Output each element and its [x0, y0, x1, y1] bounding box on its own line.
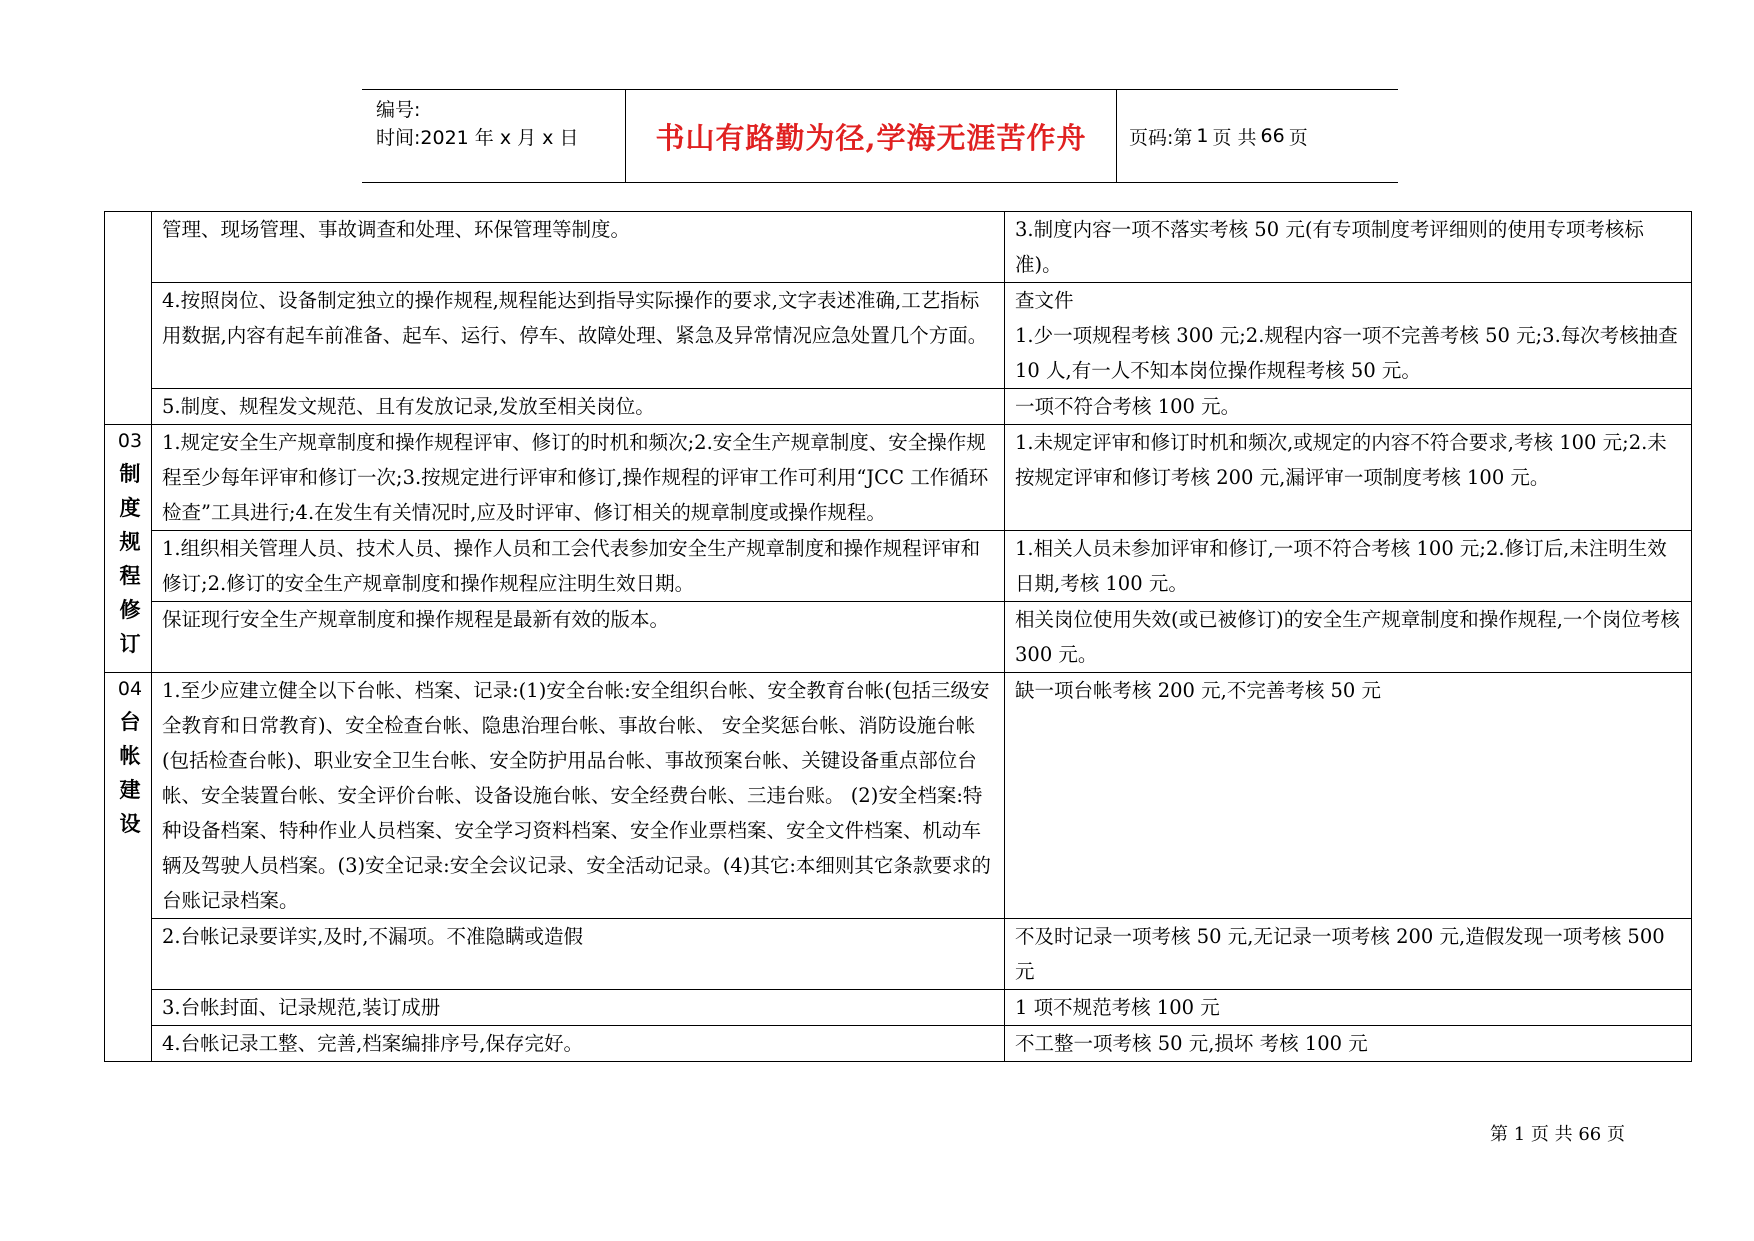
- standard-cell: 1 项不规范考核 100 元: [1005, 990, 1692, 1026]
- standard-cell: 3.制度内容一项不落实考核 50 元(有专项制度考评细则的使用专项考核标准)。: [1005, 212, 1692, 283]
- section-name: 台帐建设: [119, 710, 141, 836]
- requirement-cell: 1.组织相关管理人员、技术人员、操作人员和工会代表参加安全生产规章制度和操作规程评审和修订;2.修订的安全生产规章制度和操作规程应注明生效日期。: [152, 531, 1005, 602]
- section-code: 04: [117, 678, 143, 700]
- header-page-info: [1117, 90, 1398, 182]
- table-row: [105, 602, 1692, 673]
- requirement-cell: 5.制度、规程发文规范、且有发放记录,发放至相关岗位。: [152, 389, 1005, 425]
- standard-cell: 相关岗位使用失效(或已被修订)的安全生产规章制度和操作规程,一个岗位考核 300 元。: [1005, 602, 1692, 673]
- number-label: 编号:: [376, 99, 421, 121]
- table-row: [105, 673, 1692, 919]
- table-row: [105, 389, 1692, 425]
- table-row: [105, 919, 1692, 990]
- page-mid: 页 共: [1212, 126, 1257, 149]
- page-prefix: 页码:第: [1129, 126, 1193, 149]
- table-row: [105, 990, 1692, 1026]
- requirement-cell: 3.台帐封面、记录规范,装订成册: [152, 990, 1005, 1026]
- section-cell-03: [105, 425, 152, 673]
- standard-cell: 缺一项台帐考核 200 元,不完善考核 50 元: [1005, 673, 1692, 919]
- standard-cell: 不及时记录一项考核 50 元,无记录一项考核 200 元,造假发现一项考核 500 元: [1005, 919, 1692, 990]
- requirement-cell: 1.至少应建立健全以下台帐、档案、记录:(1)安全台帐:安全组织台帐、安全教育台帐(包括三级安全教育和日常教育)、安全检查台帐、隐患治理台帐、事故台帐、 安全奖惩台帐、消防设施台帐(包括检查台帐)、职业安全卫生台帐、安全防护用品台帐、事故预案台帐、关键设备重点部位台帐、安全装置台帐、安全评价台帐、设备设施台帐、安全经费台帐、三违台账。 (2)安全档案:特种设备档案、特种作业人员档案、安全学习资料档案、安全作业票档案、安全文件档案、机动车辆及驾驶人员档案。(3)安全记录:安全会议记录、安全活动记录。(4)其它:本细则其它条款要求的台账记录档案。: [152, 673, 1005, 919]
- page-total: 66: [1260, 125, 1285, 147]
- standard-cell: 1.相关人员未参加评审和修订,一项不符合考核 100 元;2.修订后,未注明生效日期,考核 100 元。: [1005, 531, 1692, 602]
- standard-cell: 不工整一项考核 50 元,损坏 考核 100 元: [1005, 1026, 1692, 1062]
- table-row: [105, 531, 1692, 602]
- assessment-table: [104, 211, 1692, 1062]
- section-code: 03: [117, 430, 143, 452]
- page-current: 1: [1196, 125, 1209, 147]
- table-row: [105, 283, 1692, 389]
- requirement-cell: 2.台帐记录要详实,及时,不漏项。不准隐瞒或造假: [152, 919, 1005, 990]
- table-row: [105, 1026, 1692, 1062]
- time-label: 时间:2021 年 x 月 x 日: [376, 127, 579, 149]
- table-row: [105, 425, 1692, 531]
- header-meta: [362, 90, 626, 182]
- page-footer: 第 1 页 共 66 页: [1490, 1124, 1625, 1145]
- standard-cell: 一项不符合考核 100 元。: [1005, 389, 1692, 425]
- requirement-cell: 4.按照岗位、设备制定独立的操作规程,规程能达到指导实际操作的要求,文字表述准确,工艺指标用数据,内容有起车前准备、起车、运行、停车、故障处理、紧急及异常情况应急处置几个方面。: [152, 283, 1005, 389]
- section-cell-previous: [105, 212, 152, 425]
- section-name: 制度规程修订: [119, 462, 141, 656]
- requirement-cell: 管理、现场管理、事故调查和处理、环保管理等制度。: [152, 212, 1005, 283]
- document-header: [362, 89, 1398, 183]
- table-row: [105, 212, 1692, 283]
- page-suffix: 页: [1288, 126, 1308, 149]
- standard-cell: 1.未规定评审和修订时机和频次,或规定的内容不符合要求,考核 100 元;2.未按规定评审和修订考核 200 元,漏评审一项制度考核 100 元。: [1005, 425, 1692, 531]
- standard-cell: 查文件 1.少一项规程考核 300 元;2.规程内容一项不完善考核 50 元;3.每次考核抽查 10 人,有一人不知本岗位操作规程考核 50 元。: [1005, 283, 1692, 389]
- requirement-cell: 1.规定安全生产规章制度和操作规程评审、修订的时机和频次;2.安全生产规章制度、安全操作规程至少每年评审和修订一次;3.按规定进行评审和修订,操作规程的评审工作可利用“JCC 工作循环检查”工具进行;4.在发生有关情况时,应及时评审、修订相关的规章制度或操作规程。: [152, 425, 1005, 531]
- requirement-cell: 4.台帐记录工整、完善,档案编排序号,保存完好。: [152, 1026, 1005, 1062]
- requirement-cell: 保证现行安全生产规章制度和操作规程是最新有效的版本。: [152, 602, 1005, 673]
- header-motto: 书山有路勤为径,学海无涯苦作舟: [626, 90, 1117, 182]
- section-cell-04: [105, 673, 152, 1062]
